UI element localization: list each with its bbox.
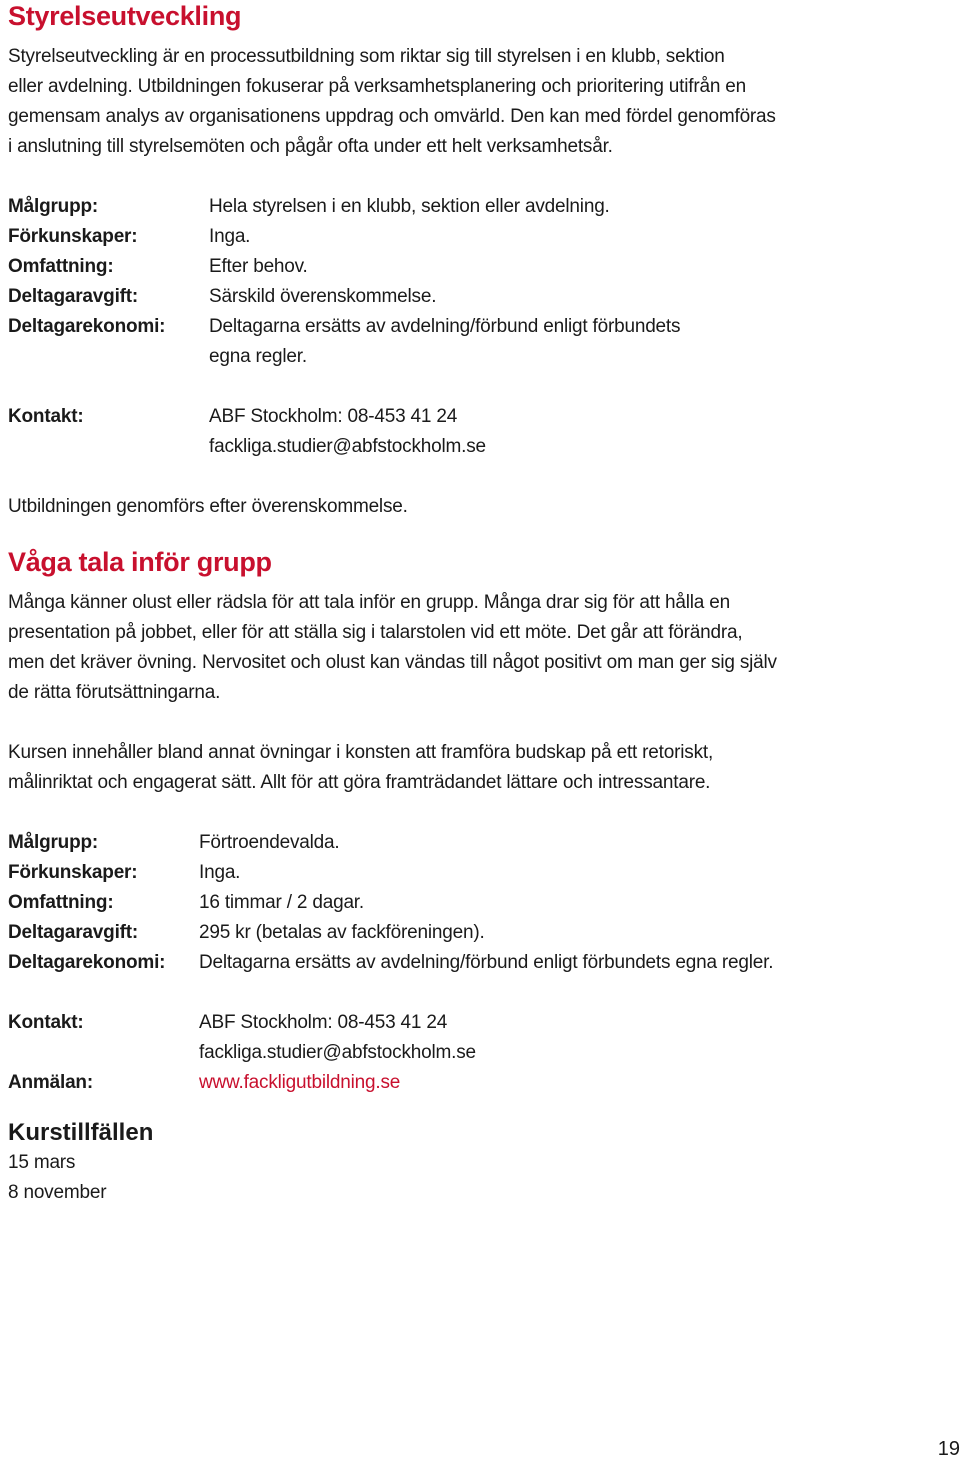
date-item: 8 november bbox=[8, 1182, 107, 1203]
info-value: Inga. bbox=[209, 226, 251, 247]
signup-link[interactable]: www.fackligutbildning.se bbox=[199, 1072, 401, 1093]
info-label: Målgrupp: bbox=[8, 832, 99, 853]
contact-email[interactable]: fackliga.studier@abfstockholm.se bbox=[209, 436, 486, 457]
info-label: Målgrupp: bbox=[8, 196, 99, 217]
info-label: Förkunskaper: bbox=[8, 226, 138, 247]
info-label: Deltagaravgift: bbox=[8, 922, 139, 943]
course-content-paragraph bbox=[8, 738, 908, 798]
contact-email[interactable]: fackliga.studier@abfstockholm.se bbox=[199, 1042, 476, 1063]
signup-row bbox=[8, 1068, 908, 1098]
info-label: Omfattning: bbox=[8, 892, 114, 913]
info-row-deltagarekonomi bbox=[8, 312, 908, 342]
contact-row-email bbox=[8, 432, 908, 462]
info-row-deltagarekonomi-cont bbox=[8, 342, 908, 372]
info-label: Deltagarekonomi: bbox=[8, 952, 166, 973]
info-value: Deltagarna ersätts av avdelning/förbund enligt förbundets egna regler. bbox=[199, 952, 774, 973]
paragraph-line: målinriktat och engagerat sätt. Allt för att göra framträdandet lättare och intressantare. bbox=[8, 772, 711, 793]
paragraph-line: eller avdelning. Utbildningen fokuserar på verksamhetsplanering och prioritering utifrån en bbox=[8, 76, 747, 97]
info-row-malgrupp bbox=[8, 828, 908, 858]
contact-phone: ABF Stockholm: 08-453 41 24 bbox=[199, 1012, 448, 1033]
paragraph-line: men det kräver övning. Nervositet och olust kan vändas till något positivt om man ger sig själv bbox=[8, 652, 777, 673]
contact-label bbox=[8, 1038, 199, 1068]
contact-info bbox=[8, 402, 908, 462]
paragraph-line: Många känner olust eller rädsla för att tala inför en grupp. Många drar sig för att hålla en bbox=[8, 592, 730, 613]
signup-label: Anmälan: bbox=[8, 1072, 93, 1093]
contact-info bbox=[8, 1008, 908, 1098]
info-value: Efter behov. bbox=[209, 256, 308, 277]
info-value: 16 timmar / 2 dagar. bbox=[199, 892, 364, 913]
info-value: Särskild överenskommelse. bbox=[209, 286, 437, 307]
info-row-forkunskaper bbox=[8, 222, 908, 252]
info-value: Deltagarna ersätts av avdelning/förbund enligt förbundets bbox=[209, 316, 681, 337]
info-value: 295 kr (betalas av fackföreningen). bbox=[199, 922, 485, 943]
paragraph-line: Styrelseutveckling är en processutbildning som riktar sig till styrelsen i en klubb, sektion bbox=[8, 46, 725, 67]
page-number: 19 bbox=[937, 1438, 960, 1460]
info-row-deltagaravgift bbox=[8, 282, 908, 312]
info-label: Omfattning: bbox=[8, 256, 114, 277]
contact-row-phone bbox=[8, 1008, 908, 1038]
info-value: Förtroendevalda. bbox=[199, 832, 340, 853]
paragraph-line: de rätta förutsättningarna. bbox=[8, 682, 221, 703]
date-item: 15 mars bbox=[8, 1152, 76, 1173]
info-label: Deltagaravgift: bbox=[8, 286, 139, 307]
info-value: Hela styrelsen i en klubb, sektion eller avdelning. bbox=[209, 196, 610, 217]
intro-paragraph bbox=[8, 588, 908, 708]
contact-label: Kontakt: bbox=[8, 406, 84, 427]
info-row-deltagaravgift bbox=[8, 918, 908, 948]
paragraph-line: Kursen innehåller bland annat övningar i konsten att framföra budskap på ett retoriskt, bbox=[8, 742, 714, 763]
contact-label: Kontakt: bbox=[8, 1012, 84, 1033]
section-title-styrelseutveckling: Styrelseutveckling bbox=[8, 1, 242, 31]
info-label: Förkunskaper: bbox=[8, 862, 138, 883]
contact-label bbox=[8, 432, 209, 462]
intro-paragraph bbox=[8, 42, 908, 162]
agreement-note: Utbildningen genomförs efter överenskommelse. bbox=[8, 496, 408, 517]
course-info-list bbox=[8, 192, 908, 372]
paragraph-line: i anslutning till styrelsemöten och pågår ofta under ett helt verksamhetsår. bbox=[8, 136, 613, 157]
course-dates bbox=[8, 1118, 908, 1208]
page-content bbox=[8, 0, 908, 1208]
info-row-omfattning bbox=[8, 252, 908, 282]
paragraph-line: gemensam analys av organisationens uppdrag och omvärld. Den kan med fördel genomföras bbox=[8, 106, 776, 127]
section-title-vaga-tala: Våga tala inför grupp bbox=[8, 547, 272, 577]
info-row-forkunskaper bbox=[8, 858, 908, 888]
info-label: Deltagarekonomi: bbox=[8, 316, 166, 337]
paragraph-line: presentation på jobbet, eller för att ställa sig i talarstolen vid ett möte. Det går att förändra, bbox=[8, 622, 743, 643]
info-value: Inga. bbox=[199, 862, 241, 883]
info-row-malgrupp bbox=[8, 192, 908, 222]
contact-row-email bbox=[8, 1038, 908, 1068]
contact-phone: ABF Stockholm: 08-453 41 24 bbox=[209, 406, 458, 427]
dates-title: Kurstillfällen bbox=[8, 1119, 154, 1146]
course-info-list bbox=[8, 828, 908, 978]
info-row-deltagarekonomi bbox=[8, 948, 908, 978]
contact-row-phone bbox=[8, 402, 908, 432]
info-value: egna regler. bbox=[209, 346, 307, 367]
info-label bbox=[8, 342, 209, 372]
info-row-omfattning bbox=[8, 888, 908, 918]
